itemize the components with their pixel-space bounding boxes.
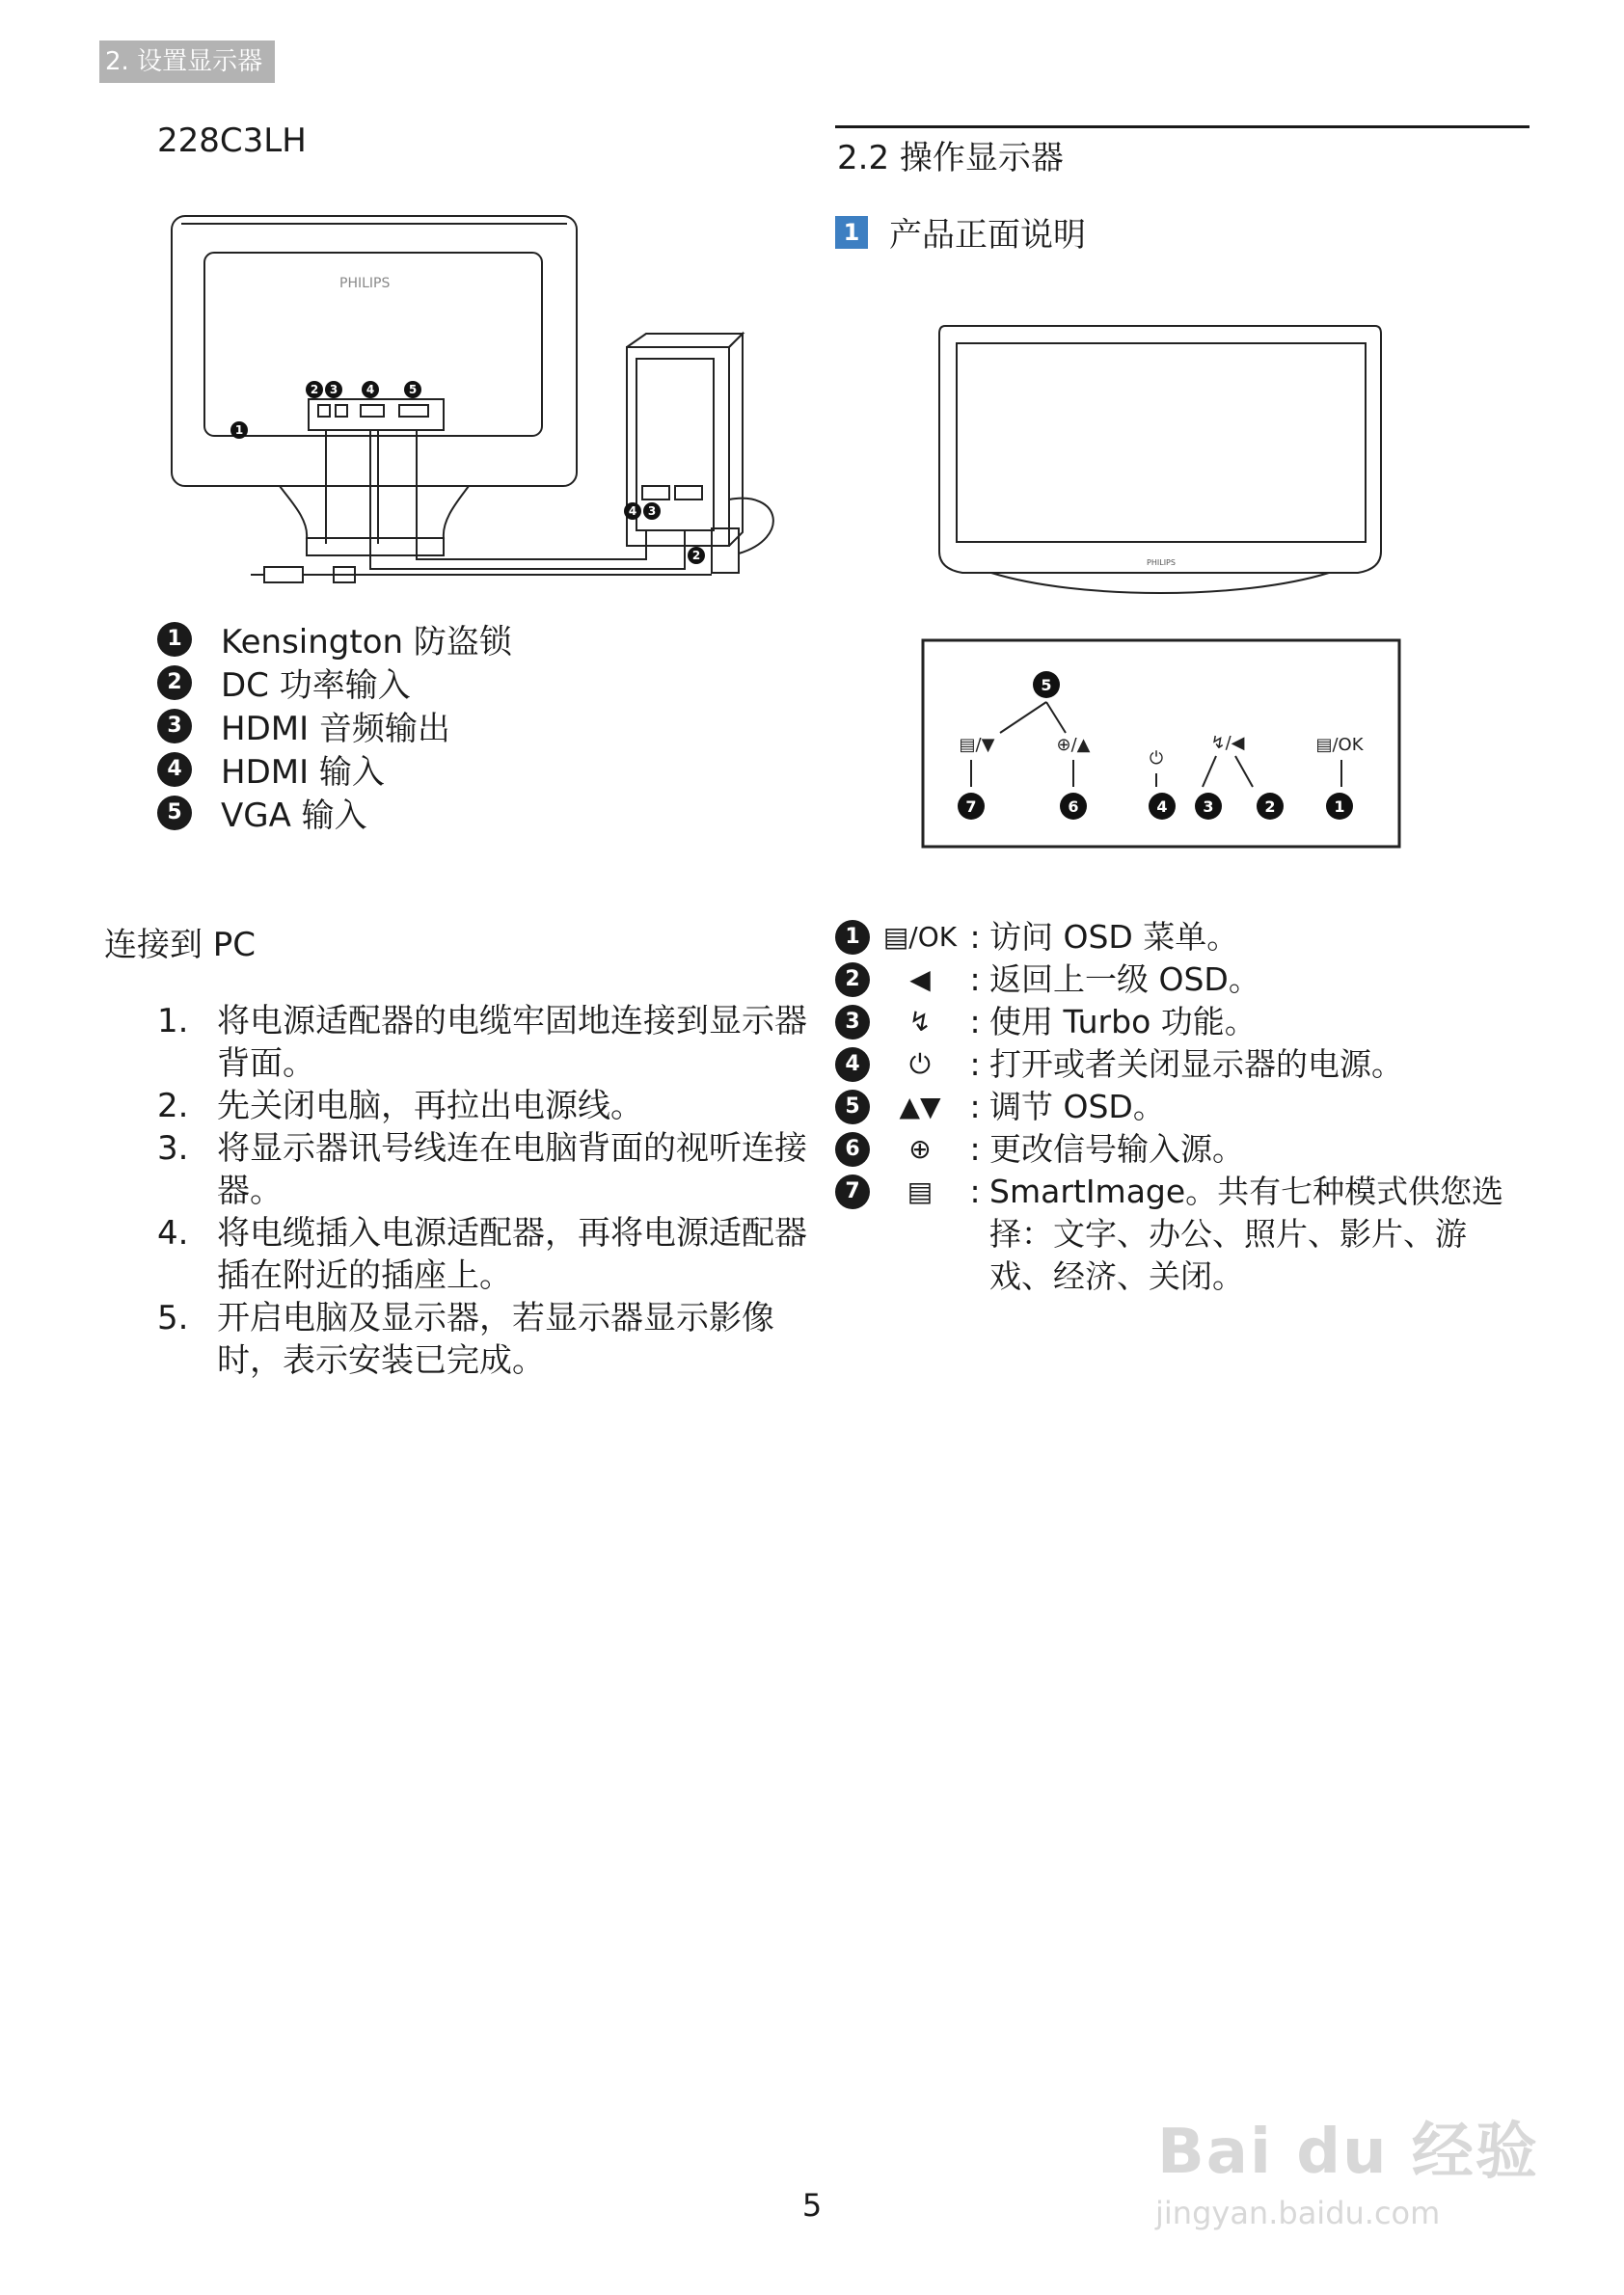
back-arrow-icon: ◀ (909, 963, 931, 995)
button-badge: 5 (835, 1090, 870, 1124)
port-item (157, 791, 512, 834)
button-item (835, 1128, 1529, 1171)
brand-label: PHILIPS (339, 276, 391, 291)
button-function-list (835, 916, 1529, 1298)
step-item (157, 1000, 813, 1085)
key-turbo-back-icon: ↯/◀ (1210, 733, 1245, 753)
step-text: 将电缆插入电源适配器，再将电源适配器插在附近的插座上。 (217, 1214, 807, 1295)
section-rule (835, 125, 1529, 128)
step-number: 5. (157, 1299, 189, 1337)
menu-ok-icon: ▤/OK (882, 921, 958, 953)
colon: : (969, 1130, 981, 1168)
key-input-up-icon: ⊕/▲ (1056, 735, 1091, 755)
smartimage-icon: ▤ (907, 1175, 934, 1207)
key-badge-5: 5 (1041, 676, 1052, 694)
port-label: DC 功率输入 (221, 666, 411, 705)
button-desc: 使用 Turbo 功能。 (989, 1003, 1257, 1040)
port-badge: 1 (157, 622, 192, 657)
port-item (157, 747, 512, 791)
power-icon: ⏻ (908, 1048, 932, 1080)
button-badge: 1 (835, 920, 870, 955)
button-desc: 调节 OSD。 (989, 1088, 1165, 1125)
colon: : (969, 1173, 981, 1210)
button-desc: 更改信号输入源。 (989, 1130, 1244, 1168)
key-badge-6: 6 (1068, 797, 1079, 816)
step-number: 3. (157, 1129, 189, 1168)
step-text: 开启电脑及显示器，若显示器显示影像时，表示安装已完成。 (217, 1299, 774, 1380)
turbo-icon: ↯ (908, 1006, 932, 1038)
subsection-number: 1 (835, 216, 868, 249)
button-item (835, 1001, 1529, 1043)
port-badge: 4 (157, 752, 192, 787)
step-text: 将显示器讯号线连在电脑背面的视听连接器。 (217, 1129, 807, 1210)
monitor-back (172, 216, 577, 486)
colon: : (969, 1088, 981, 1125)
colon: : (969, 918, 981, 956)
key-power-icon: ⏻ (1149, 748, 1164, 769)
step-item (157, 1085, 813, 1127)
diagram-badge-5: 5 (408, 383, 418, 396)
key-badge-2: 2 (1264, 797, 1276, 816)
step-text: 先关闭电脑，再拉出电源线。 (217, 1087, 643, 1125)
diagram-badge-3: 3 (329, 383, 338, 396)
up-down-icon: ▲▼ (899, 1091, 941, 1122)
subsection-title: 产品正面说明 (889, 216, 1086, 255)
colon: : (969, 960, 981, 998)
colon: : (969, 1045, 981, 1083)
input-source-icon: ⊕ (908, 1133, 932, 1165)
front-brand-label: PHILIPS (1147, 558, 1176, 567)
port-item (157, 704, 512, 747)
diagram-badge-outlet-2: 2 (691, 549, 701, 562)
button-item (835, 1043, 1529, 1086)
step-number: 1. (157, 1002, 189, 1040)
diagram-badge-2: 2 (310, 383, 319, 396)
button-item (835, 916, 1529, 958)
button-desc: 访问 OSD 菜单。 (989, 918, 1239, 956)
button-item (835, 1086, 1529, 1128)
button-badge: 7 (835, 1174, 870, 1209)
key-smartimage-down-icon: ▤/▼ (959, 735, 995, 755)
button-badge: 4 (835, 1047, 870, 1082)
key-badge-7: 7 (965, 797, 977, 816)
step-item (157, 1127, 813, 1212)
step-text: 将电源适配器的电缆牢固地连接到显示器背面。 (217, 1002, 807, 1083)
steps-list (157, 1000, 813, 1382)
port-item (157, 661, 512, 704)
watermark-url: jingyan.baidu.com (1155, 2195, 1441, 2231)
button-item (835, 958, 1529, 1001)
section-tag: 2. 设置显示器 (99, 40, 275, 83)
port-item (157, 617, 512, 661)
button-badge: 6 (835, 1132, 870, 1167)
page-number: 5 (801, 2187, 823, 2224)
key-badge-4: 4 (1156, 797, 1168, 816)
step-number: 2. (157, 1087, 189, 1125)
diagram-badge-4: 4 (365, 383, 375, 396)
subsection-heading (835, 208, 1086, 256)
step-item (157, 1212, 813, 1297)
connect-pc-title: 连接到 PC (104, 926, 257, 964)
port-label: Kensington 防盗锁 (221, 623, 512, 662)
button-badge: 2 (835, 962, 870, 997)
button-badge: 3 (835, 1005, 870, 1040)
key-menu-ok-icon: ▤/OK (1315, 735, 1364, 755)
port-badge: 3 (157, 709, 192, 743)
button-item (835, 1171, 1529, 1298)
port-list (157, 617, 512, 834)
port-badge: 5 (157, 796, 192, 830)
step-item (157, 1297, 813, 1382)
button-desc: 打开或者关闭显示器的电源。 (989, 1045, 1403, 1083)
key-badge-3: 3 (1203, 797, 1214, 816)
port-badge: 2 (157, 665, 192, 700)
diagram-badge-pc-3: 3 (647, 504, 657, 518)
rear-connection-diagram (164, 210, 791, 606)
port-label: VGA 输入 (221, 796, 367, 835)
front-monitor-diagram (934, 320, 1387, 609)
key-badge-1: 1 (1334, 797, 1345, 816)
model-title: 228C3LH (157, 122, 307, 160)
front-key-diagram (921, 638, 1403, 852)
diagram-badge-1: 1 (234, 423, 244, 437)
colon: : (969, 1003, 981, 1040)
section-title: 2.2 操作显示器 (837, 139, 1064, 177)
button-desc: SmartImage。共有七种模式供您选择：文字、办公、照片、影片、游戏、经济、关闭。 (989, 1173, 1504, 1295)
step-number: 4. (157, 1214, 189, 1253)
watermark-logo: Bai du 经验 (1157, 2117, 1539, 2188)
button-desc: 返回上一级 OSD。 (989, 960, 1260, 998)
diagram-badge-pc-4: 4 (628, 504, 637, 518)
port-label: HDMI 音频输出 (221, 710, 450, 748)
port-label: HDMI 输入 (221, 753, 385, 792)
